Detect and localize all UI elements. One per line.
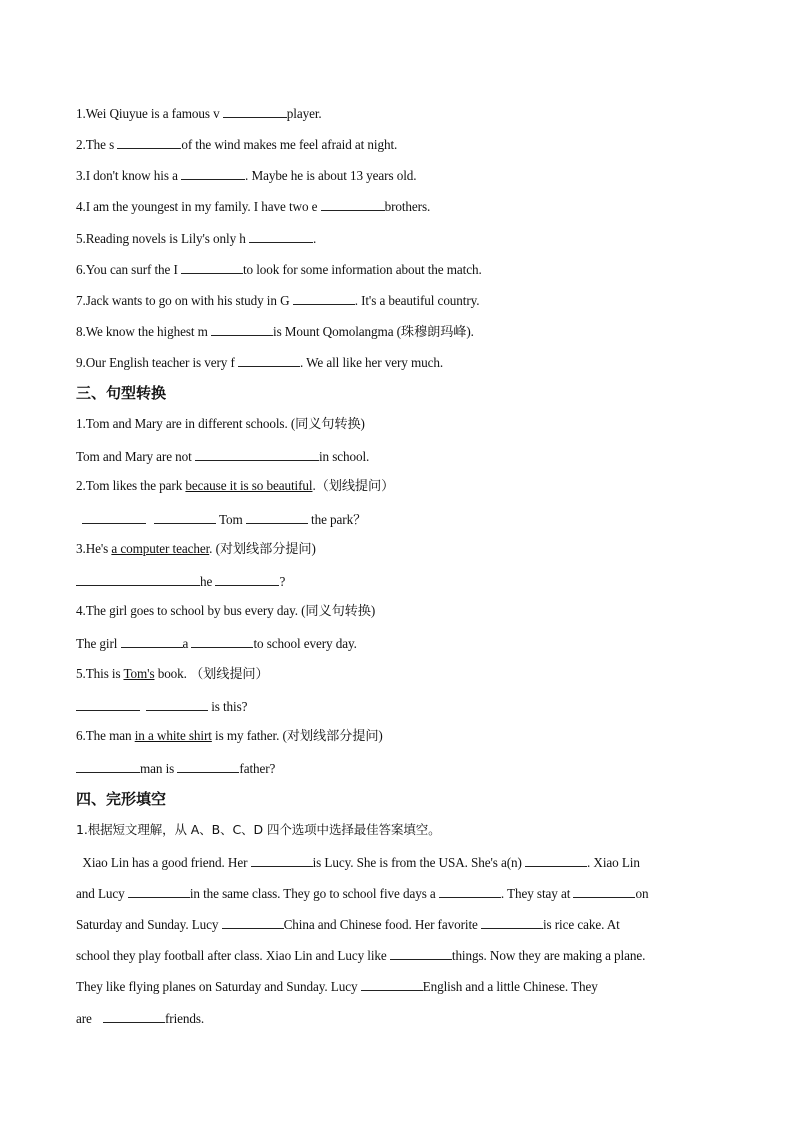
item-text: 2.Tom likes the park	[76, 478, 186, 493]
item-text: Tom and Mary are not	[76, 449, 195, 464]
item-text: man is	[140, 761, 178, 776]
item-text: 7.Jack wants to go on with his study in G	[76, 293, 293, 308]
item-text: player.	[286, 106, 322, 121]
passage-line	[76, 946, 645, 964]
passage-text: They like flying planes on Saturday and Sunday. Lucy	[76, 979, 361, 994]
q1-answer	[76, 447, 369, 465]
item-text: to look for some information about the match.	[242, 262, 482, 277]
item-text: 4.I am the youngest in my family. I have two e	[76, 199, 321, 214]
answer-blank[interactable]	[215, 572, 279, 586]
instruction: 1.根据短文理解，从 A、B、C、D 四个选项中选择最佳答案填空。	[76, 822, 441, 837]
section-heading: 三、句型转换	[76, 384, 167, 402]
item-6	[76, 260, 482, 278]
passage-text: school they play football after class. Xiao Lin and Lucy like	[76, 948, 390, 963]
answer-blank[interactable]	[249, 229, 313, 243]
answer-blank[interactable]	[76, 759, 140, 773]
item-1	[76, 104, 322, 122]
item-text: brothers.	[384, 199, 431, 214]
q6-prompt	[76, 728, 383, 744]
answer-blank[interactable]	[525, 853, 587, 867]
q5-answer	[76, 697, 247, 715]
item-text: 1.Wei Qiuyue is a famous v	[76, 106, 223, 121]
item-2	[76, 135, 397, 153]
item-text: . Maybe he is about 13 years old.	[245, 168, 417, 183]
answer-blank[interactable]	[223, 104, 287, 118]
passage-text: things. Now they are making a plane.	[451, 948, 646, 963]
passage-text: in the same class. They go to school five days a	[189, 886, 439, 901]
item-text: 6.The man	[76, 728, 135, 743]
answer-blank[interactable]	[251, 853, 313, 867]
item-text: book. （划线提问）	[154, 666, 269, 681]
item-text: 8.We know the highest m	[76, 324, 211, 339]
answer-blank[interactable]	[181, 260, 243, 274]
item-text: the park？	[307, 512, 367, 527]
answer-blank[interactable]	[121, 634, 183, 648]
item-text: 5.This is	[76, 666, 124, 681]
passage-text: are	[76, 1011, 95, 1026]
answer-blank[interactable]	[154, 510, 216, 524]
item-text: 5.Reading novels is Lily's only h	[76, 231, 249, 246]
item-text: . It's a beautiful country.	[354, 293, 480, 308]
q3-answer	[76, 572, 285, 590]
passage-text: is rice cake. At	[542, 917, 620, 932]
item-text: he	[200, 574, 216, 589]
q2-answer	[82, 510, 366, 528]
underlined-phrase: because it is so beautiful	[185, 478, 313, 493]
answer-blank[interactable]	[321, 197, 385, 211]
item-5	[76, 229, 316, 247]
answer-blank[interactable]	[76, 572, 200, 586]
item-text: father?	[239, 761, 276, 776]
passage-text: English and a little Chinese. They	[422, 979, 598, 994]
answer-blank[interactable]	[177, 759, 239, 773]
passage-text: China and Chinese food. Her favorite	[283, 917, 481, 932]
answer-blank[interactable]	[76, 697, 140, 711]
passage-line	[76, 853, 640, 871]
item-text: to school every day.	[253, 636, 357, 651]
q5-prompt	[76, 666, 269, 682]
answer-blank[interactable]	[181, 166, 245, 180]
answer-blank[interactable]	[361, 977, 423, 991]
item-4	[76, 197, 430, 215]
passage-text: is Lucy. She is from the USA. She's a(n)	[312, 855, 526, 870]
q6-answer	[76, 759, 275, 777]
item-text: . (对划线部分提问)	[209, 541, 316, 556]
q4-answer	[76, 634, 357, 652]
item-text: . We all like her very much.	[299, 355, 444, 370]
answer-blank[interactable]	[222, 915, 284, 929]
q2-prompt	[76, 478, 394, 494]
passage-text: on	[635, 886, 649, 901]
item-text: is this?	[208, 699, 248, 714]
answer-blank[interactable]	[439, 884, 501, 898]
item-8	[76, 322, 474, 340]
passage-line	[76, 884, 648, 902]
answer-blank[interactable]	[211, 322, 273, 336]
passage-line	[76, 1009, 204, 1027]
passage-text: and Lucy	[76, 886, 128, 901]
answer-blank[interactable]	[191, 634, 253, 648]
item-9	[76, 353, 443, 371]
item-text: 2.The s	[76, 137, 118, 152]
passage-line	[76, 977, 598, 995]
item-text: is Mount Qomolangma (珠穆朗玛峰).	[273, 324, 474, 339]
passage-text: Saturday and Sunday. Lucy	[76, 917, 222, 932]
answer-blank[interactable]	[238, 353, 300, 367]
answer-blank[interactable]	[146, 697, 208, 711]
answer-blank[interactable]	[390, 946, 452, 960]
underlined-phrase: a computer teacher	[111, 541, 210, 556]
item-text: 9.Our English teacher is very f	[76, 355, 238, 370]
underlined-phrase: Tom's	[123, 666, 155, 681]
answer-blank[interactable]	[293, 291, 355, 305]
underlined-phrase: in a white shirt	[134, 728, 212, 743]
item-text: is my father. (对划线部分提问)	[211, 728, 383, 743]
item-text: in school.	[318, 449, 370, 464]
passage-text: . Xiao Lin	[587, 855, 640, 870]
item-text: 6.You can surf the I	[76, 262, 181, 277]
answer-blank[interactable]	[117, 135, 181, 149]
item-text: of the wind makes me feel afraid at night.	[181, 137, 398, 152]
item-text: .	[312, 231, 317, 246]
answer-blank[interactable]	[246, 510, 308, 524]
item-text: The girl	[76, 636, 121, 651]
item-text: .（划线提问）	[312, 478, 395, 493]
answer-blank[interactable]	[573, 884, 635, 898]
passage-text: . They stay at	[500, 886, 574, 901]
item-7	[76, 291, 479, 309]
passage-text: friends.	[165, 1011, 205, 1026]
passage-text: Xiao Lin has a good friend. Her	[76, 855, 251, 870]
answer-blank[interactable]	[103, 1009, 165, 1023]
q3-prompt	[76, 541, 316, 557]
q4-prompt: 4.The girl goes to school by bus every day. (同义句转换)	[76, 603, 376, 618]
answer-blank[interactable]	[195, 447, 319, 461]
q1-prompt: 1.Tom and Mary are in different schools. (同义句转换)	[76, 416, 365, 431]
item-text: 3.He's	[76, 541, 112, 556]
answer-blank[interactable]	[128, 884, 190, 898]
passage-line	[76, 915, 620, 933]
item-text: a	[182, 636, 192, 651]
item-text: ?	[279, 574, 286, 589]
item-text: 3.I don't know his a	[76, 168, 182, 183]
item-text: Tom	[216, 512, 246, 527]
item-3	[76, 166, 416, 184]
section-heading: 四、完形填空	[76, 790, 167, 808]
answer-blank[interactable]	[82, 510, 146, 524]
answer-blank[interactable]	[481, 915, 543, 929]
